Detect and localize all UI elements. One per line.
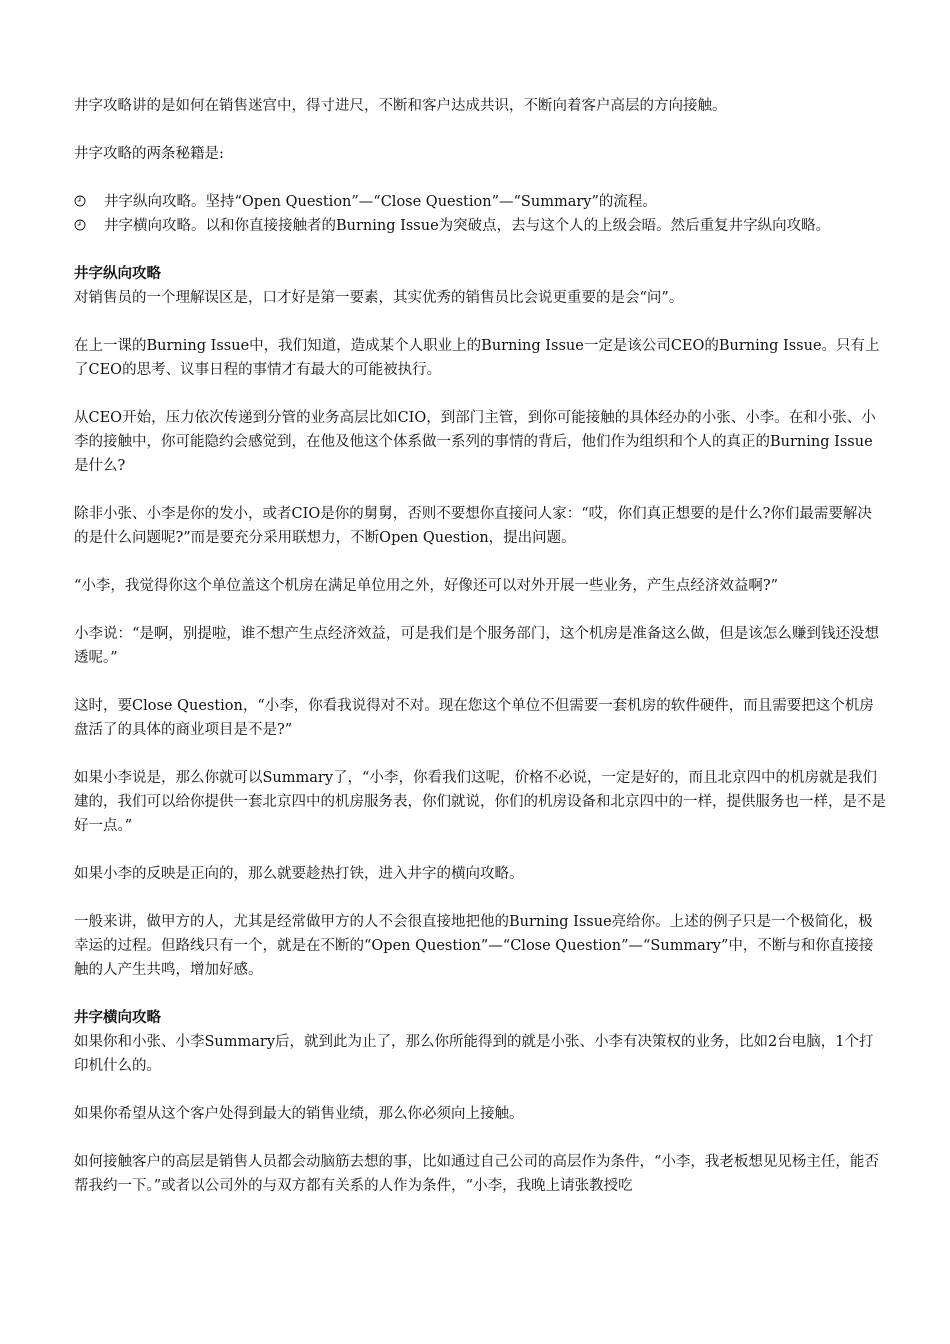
paragraph: 如果你和小张、小李Summary后，就到此为止了，那么你所能得到的就是小张、小李有决策权的业务，比如2台电脑，1个打印机什么的。 bbox=[74, 1034, 874, 1074]
list-item-text: 井字纵向攻略。坚持“Open Question”—“Close Question”—“Summary”的流程。 bbox=[104, 194, 657, 210]
paragraph: 在上一课的Burning Issue中，我们知道，造成某个人职业上的Burning Issue一定是该公司CEO的Burning Issue。只有上了CEO的思考、议事日程的事情才有最大的可能被执行。 bbox=[74, 338, 880, 378]
paragraph: “小李，我觉得你这个单位盖这个机房在满足单位用之外，好像还可以对外开展一些业务，产生点经济效益啊?” bbox=[74, 578, 779, 594]
paragraph: 这时，要Close Question，“小李，你看我说得对不对。现在您这个单位不但需要一套机房的软件硬件，而且需要把这个机房盘活了的具体的商业项目是不是?” bbox=[74, 698, 874, 738]
list-item bbox=[74, 214, 886, 238]
section-heading: 井字纵向攻略 bbox=[74, 265, 161, 282]
paragraph: 如果你希望从这个客户处得到最大的销售业绩，那么你必须向上接触。 bbox=[74, 1106, 524, 1122]
paragraph: 如果小李的反映是正向的，那么就要趁热打铁，进入井字的横向攻略。 bbox=[74, 866, 524, 882]
list-item bbox=[74, 190, 886, 214]
paragraph: 从CEO开始，压力依次传递到分管的业务高层比如CIO，到部门主管，到你可能接触的具体经办的小张、小李。在和小张、小李的接触中，你可能隐约会感觉到，在他及他这个体系做一系列的事情的背后，他们作为组织和个人的真正的Burning Issue是什么? bbox=[74, 410, 876, 474]
secrets-list bbox=[74, 190, 886, 238]
document-page bbox=[74, 94, 886, 1222]
paragraph: 如果小李说是，那么你就可以Summary了，“小李，你看我们这呢，价格不必说，一定是好的，而且北京四中的机房就是我们建的，我们可以给你提供一套北京四中的机房服务表，你们就说，你们的机房设备和北京四中的一样，提供服务也一样，是不是好一点。” bbox=[74, 770, 886, 834]
paragraph: 小李说：“是啊，别提啦，谁不想产生点经济效益，可是我们是个服务部门，这个机房是准备这么做，但是该怎么赚到钱还没想透呢。” bbox=[74, 626, 879, 666]
clock-icon bbox=[74, 219, 86, 231]
paragraph: 对销售员的一个理解误区是，口才好是第一要素，其实优秀的销售员比会说更重要的是会“问”。 bbox=[74, 290, 684, 306]
paragraph: 一般来讲，做甲方的人，尤其是经常做甲方的人不会很直接地把他的Burning Issue亮给你。上述的例子只是一个极简化，极幸运的过程。但路线只有一个，就是在不断的“Open Question”—“Close Question”—“Summary”中，不断与和你直接接触的人产生共鸣，增加好感。 bbox=[74, 914, 874, 978]
list-item-text: 井字横向攻略。以和你直接接触者的Burning Issue为突破点，去与这个人的上级会晤。然后重复井字纵向攻略。 bbox=[104, 218, 831, 234]
secrets-intro: 井字攻略的两条秘籍是: bbox=[74, 146, 224, 162]
section-heading: 井字横向攻略 bbox=[74, 1009, 161, 1026]
paragraph: 除非小张、小李是你的发小，或者CIO是你的舅舅，否则不要想你直接问人家：“哎，你们真正想要的是什么?你们最需要解决的是什么问题呢?”而是要充分采用联想力，不断Open Question，提出问题。 bbox=[74, 506, 872, 546]
intro-paragraph: 井字攻略讲的是如何在销售迷宫中，得寸进尺，不断和客户达成共识，不断向着客户高层的方向接触。 bbox=[74, 98, 727, 114]
paragraph: 如何接触客户的高层是销售人员都会动脑筋去想的事，比如通过自己公司的高层作为条件，“小李，我老板想见见杨主任，能否帮我约一下。”或者以公司外的与双方都有关系的人作为条件，“小李，我晚上请张教授吃 bbox=[74, 1154, 879, 1194]
clock-icon bbox=[74, 195, 86, 207]
